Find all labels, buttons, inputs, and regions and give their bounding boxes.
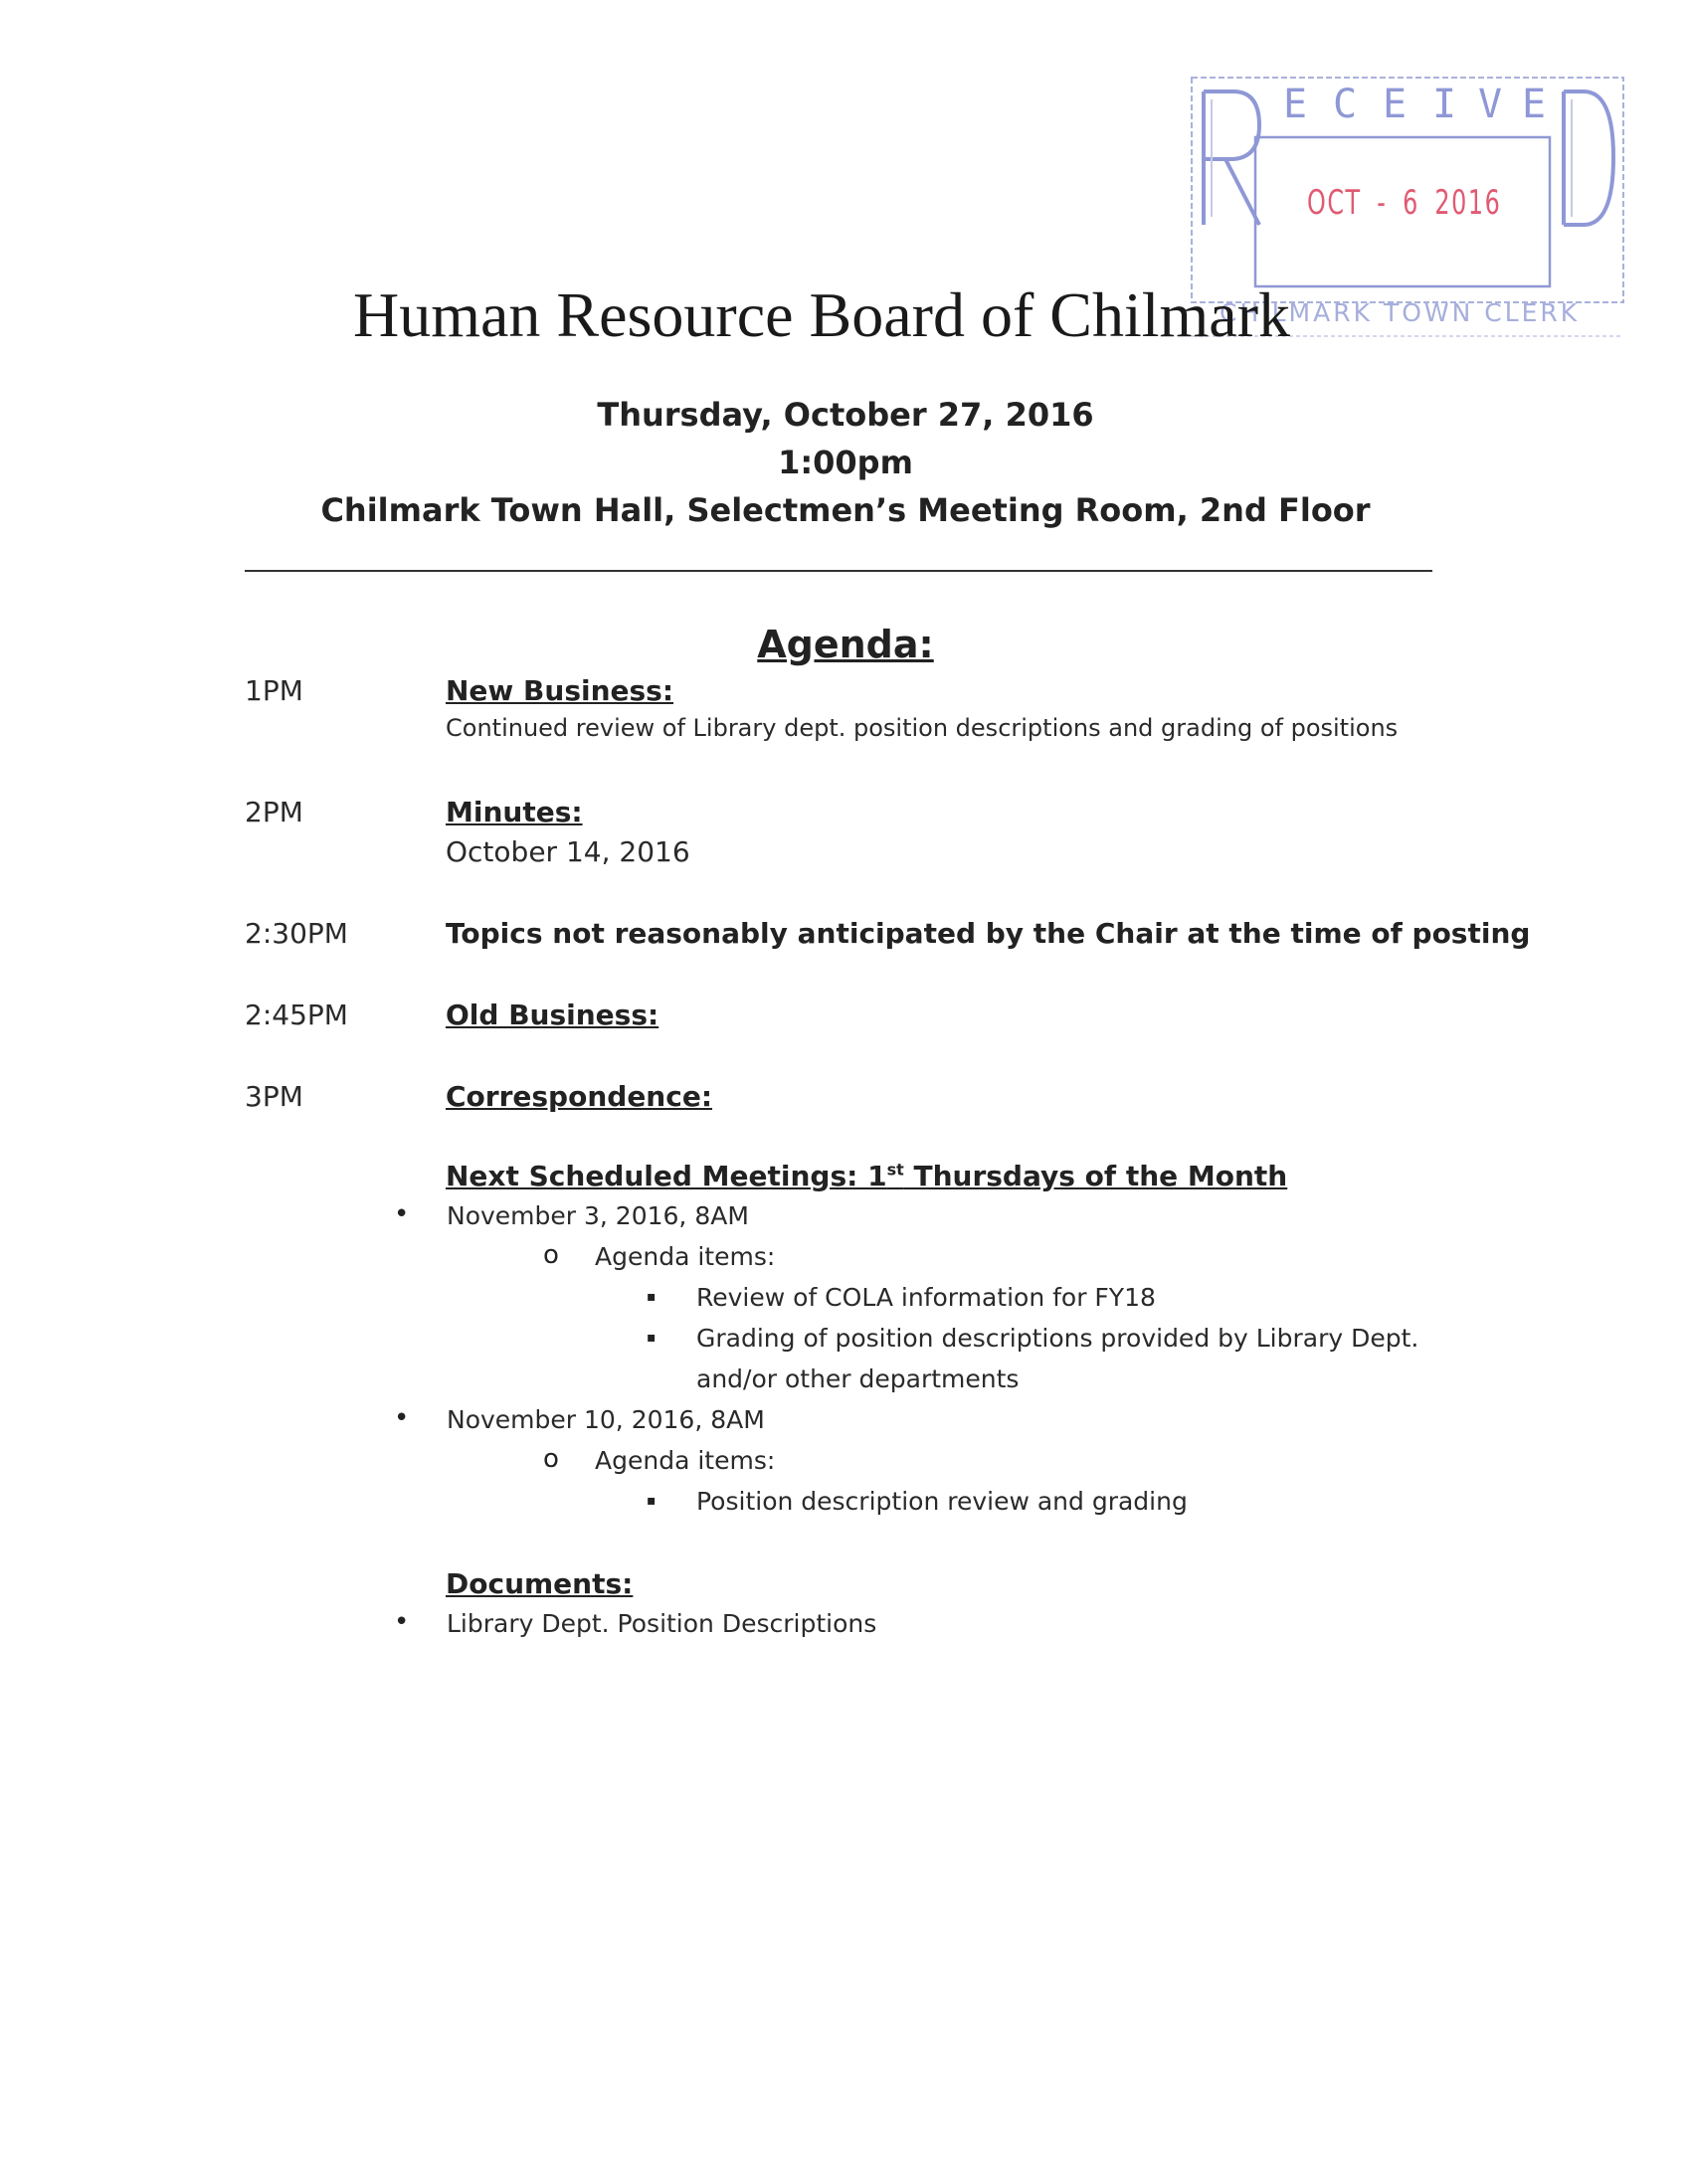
bullet-icon: • — [394, 1199, 410, 1229]
divider — [245, 570, 1432, 572]
meeting-date-item: November 3, 2016, 8AM — [447, 1201, 749, 1230]
meeting-location: Chilmark Town Hall, Selectmen’s Meeting Room, 2nd Floor — [320, 491, 1371, 529]
bullet-icon: • — [394, 1403, 410, 1433]
item-description: October 14, 2016 — [446, 835, 690, 868]
stamp-letter: C — [1333, 82, 1358, 127]
item-time: 2:45PM — [245, 999, 348, 1031]
circle-bullet-icon: o — [543, 1240, 559, 1270]
circle-bullet-icon: o — [543, 1444, 559, 1474]
meeting-date-item: November 10, 2016, 8AM — [447, 1405, 765, 1434]
agenda-subitem: Position description review and grading — [696, 1487, 1188, 1516]
next-meetings-heading-post: Thursdays of the Month — [903, 1160, 1288, 1192]
square-bullet-icon: ▪ — [647, 1330, 657, 1346]
stamp-dash: - — [1377, 183, 1388, 223]
square-bullet-icon: ▪ — [647, 1493, 657, 1509]
item-time: 2PM — [245, 796, 303, 828]
stamp-letter: V — [1478, 82, 1503, 127]
item-description: Continued review of Library dept. position descriptions and grading of positions — [446, 714, 1399, 742]
stamp-letter: I — [1432, 82, 1457, 127]
item-heading: Correspondence: — [446, 1080, 713, 1113]
item-time: 2:30PM — [245, 917, 348, 950]
agenda-subitem-continued: and/or other departments — [696, 1365, 1020, 1393]
item-time: 3PM — [245, 1080, 303, 1113]
meeting-time: 1:00pm — [778, 444, 913, 481]
item-heading: Topics not reasonably anticipated by the Chair at the time of posting — [446, 917, 1531, 950]
stamp-year: 2016 — [1434, 183, 1502, 223]
item-heading: Minutes: — [446, 796, 583, 828]
documents-heading: Documents: — [446, 1567, 634, 1600]
stamp-day: 6 — [1403, 183, 1419, 223]
next-meetings-heading — [446, 1160, 1287, 1192]
agenda-subitem: Review of COLA information for FY18 — [696, 1283, 1156, 1312]
stamp-date — [1307, 183, 1501, 223]
stamp-letter: E — [1383, 82, 1408, 127]
agenda-subitem: Grading of position descriptions provided by Library Dept. — [696, 1324, 1419, 1353]
meeting-date: Thursday, October 27, 2016 — [597, 396, 1094, 434]
next-meetings-heading-sup: st — [886, 1160, 904, 1180]
item-heading: Old Business: — [446, 999, 659, 1031]
item-heading: New Business: — [446, 674, 674, 707]
stamp-letter-d — [1190, 76, 1191, 77]
stamp-letter: E — [1522, 82, 1547, 127]
stamp-letter: E — [1283, 82, 1308, 127]
bullet-icon: • — [394, 1607, 410, 1637]
stamp-month: OCT — [1307, 183, 1362, 223]
next-meetings-heading-pre: Next Scheduled Meetings: 1 — [446, 1160, 887, 1192]
document-item: Library Dept. Position Descriptions — [447, 1609, 877, 1638]
board-title: Human Resource Board of Chilmark — [353, 279, 1290, 350]
agenda-items-label: Agenda items: — [595, 1242, 776, 1271]
square-bullet-icon: ▪ — [647, 1289, 657, 1305]
agenda-heading: Agenda: — [757, 623, 934, 666]
agenda-items-label: Agenda items: — [595, 1446, 776, 1475]
item-time: 1PM — [245, 674, 303, 707]
stamp-clerk: CHILMARK TOWN CLERK — [1220, 298, 1581, 327]
